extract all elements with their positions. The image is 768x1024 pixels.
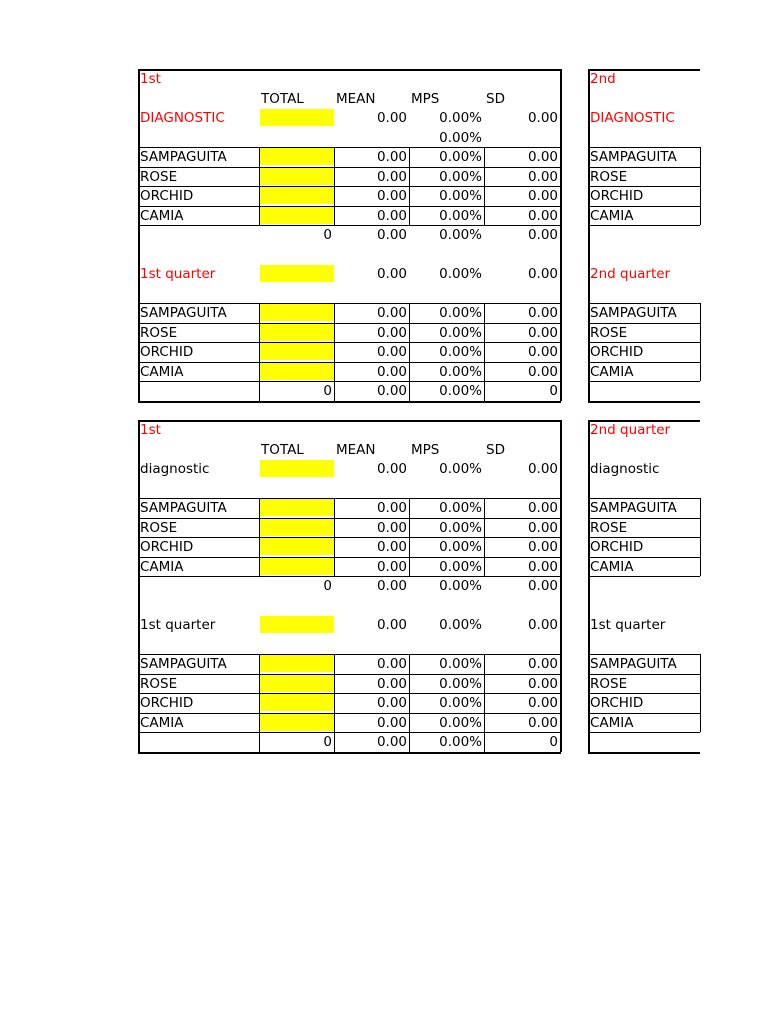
- section-name: CAMIA: [140, 714, 184, 731]
- row-mean: 0.00: [376, 714, 407, 731]
- grid-line: [138, 420, 140, 752]
- total-input-cell[interactable]: [260, 675, 334, 692]
- column-header-total: TOTAL: [261, 90, 304, 107]
- section-name: ORCHID: [590, 539, 644, 555]
- block-header: 1st: [140, 71, 161, 87]
- grid-line: [138, 167, 560, 168]
- grid-line: [700, 147, 701, 225]
- grid-line: [138, 381, 560, 382]
- row-mean: 0.00: [376, 519, 407, 536]
- test-label: DIAGNOSTIC: [590, 110, 675, 126]
- grid-line: [334, 303, 335, 401]
- grid-line: [138, 362, 560, 363]
- grid-line: [138, 69, 140, 401]
- grid-line: [560, 420, 562, 752]
- row-mean: 0.00: [376, 500, 407, 516]
- grid-line: [588, 752, 700, 754]
- row-mean: 0.00: [376, 149, 407, 165]
- section-name: CAMIA: [140, 207, 184, 224]
- section-name: CAMIA: [590, 558, 634, 575]
- row-mps: 0.00%: [439, 558, 482, 575]
- section-name: ORCHID: [590, 695, 644, 711]
- row-sd: 0.00: [527, 539, 558, 555]
- grid-line: [409, 303, 410, 401]
- total-input-cell[interactable]: [260, 148, 334, 165]
- section-name: ORCHID: [140, 344, 194, 360]
- total-input-cell[interactable]: [260, 168, 334, 185]
- grid-line: [484, 303, 485, 401]
- grid-line: [138, 557, 560, 558]
- row-mps: 0.00%: [439, 344, 482, 360]
- section-name: ORCHID: [140, 539, 194, 555]
- row-mps: 0.00%: [439, 539, 482, 555]
- row-sd: 0.00: [527, 188, 558, 204]
- total-input-cell[interactable]: [260, 538, 334, 555]
- row-mean: 0.00: [376, 558, 407, 575]
- test1-mps: 0.00%: [439, 461, 482, 477]
- column-header-mean: MEAN: [336, 90, 376, 107]
- grid-line: [138, 303, 560, 304]
- row-mean: 0.00: [376, 324, 407, 341]
- test-label: 1st quarter: [140, 266, 216, 282]
- grid-line: [700, 498, 701, 576]
- grid-line: [588, 674, 700, 675]
- summary-mps: 0.00%: [439, 578, 482, 594]
- section-name: SAMPAGUITA: [590, 656, 677, 672]
- row-mps: 0.00%: [439, 519, 482, 536]
- section-name: ROSE: [140, 675, 178, 692]
- grid-line: [588, 69, 590, 401]
- test1-mean: 0.00: [376, 110, 407, 126]
- grid-line: [138, 576, 560, 577]
- row-mean: 0.00: [376, 675, 407, 692]
- section-name: ROSE: [140, 519, 178, 536]
- row-mps: 0.00%: [439, 305, 482, 321]
- total-input-cell[interactable]: [260, 363, 334, 380]
- column-header-mean: MEAN: [336, 441, 376, 458]
- row-mps: 0.00%: [439, 149, 482, 165]
- test-label: DIAGNOSTIC: [140, 110, 225, 126]
- grid-line: [409, 654, 410, 752]
- section-name: ROSE: [590, 675, 628, 692]
- total-input-cell[interactable]: [260, 499, 334, 516]
- total-input-cell[interactable]: [260, 343, 334, 360]
- row-mps: 0.00%: [439, 363, 482, 380]
- grid-line: [138, 225, 560, 226]
- test2-mean: 0.00: [376, 266, 407, 282]
- grid-line: [138, 732, 560, 733]
- section-name: SAMPAGUITA: [140, 305, 227, 321]
- row-sd: 0.00: [527, 675, 558, 692]
- section-name: CAMIA: [590, 714, 634, 731]
- section-name: ROSE: [140, 324, 178, 341]
- total-input-cell[interactable]: [260, 109, 334, 126]
- summary-mean: 0.00: [376, 227, 407, 243]
- row-mean: 0.00: [376, 656, 407, 672]
- grid-line: [259, 147, 260, 225]
- section-name: ORCHID: [140, 188, 194, 204]
- grid-line: [588, 342, 700, 343]
- column-header-total: TOTAL: [261, 441, 304, 458]
- row-sd: 0.00: [527, 519, 558, 536]
- total-input-cell[interactable]: [260, 616, 334, 633]
- section-name: CAMIA: [590, 363, 634, 380]
- grid-line: [700, 303, 701, 381]
- grid-line: [588, 654, 700, 655]
- summary-mps: 0.00%: [439, 383, 482, 399]
- column-header-sd: SD: [486, 90, 505, 107]
- test2-sd: 0.00: [527, 266, 558, 282]
- grid-line: [138, 323, 560, 324]
- row-mean: 0.00: [376, 207, 407, 224]
- summary-sd: 0: [549, 383, 558, 399]
- row-sd: 0.00: [527, 363, 558, 380]
- grid-line: [588, 693, 700, 694]
- grid-line: [588, 401, 700, 403]
- grid-line: [588, 323, 700, 324]
- summary-sd: 0.00: [527, 227, 558, 243]
- grid-line: [588, 420, 700, 422]
- test-label: diagnostic: [590, 461, 660, 477]
- row-mean: 0.00: [376, 188, 407, 204]
- section-name: SAMPAGUITA: [590, 305, 677, 321]
- grid-line: [484, 498, 485, 576]
- test-label: 1st quarter: [140, 617, 216, 633]
- summary-total: 0: [323, 227, 332, 243]
- section-name: ORCHID: [140, 695, 194, 711]
- row-mean: 0.00: [376, 363, 407, 380]
- test2-mean: 0.00: [376, 617, 407, 633]
- grid-line: [484, 654, 485, 752]
- grid-line: [588, 186, 700, 187]
- row-mean: 0.00: [376, 695, 407, 711]
- block-header: 2nd: [590, 71, 616, 87]
- test2-sd: 0.00: [527, 617, 558, 633]
- total-input-cell[interactable]: [260, 265, 334, 282]
- test2-mps: 0.00%: [439, 266, 482, 282]
- grid-line: [138, 752, 561, 754]
- row-sd: 0.00: [527, 714, 558, 731]
- row-mps: 0.00%: [439, 714, 482, 731]
- section-name: ROSE: [590, 324, 628, 341]
- grid-line: [409, 498, 410, 576]
- row-sd: 0.00: [527, 149, 558, 165]
- grid-line: [334, 498, 335, 576]
- test-label: 2nd quarter: [590, 266, 671, 282]
- grid-line: [138, 713, 560, 714]
- row-sd: 0.00: [527, 324, 558, 341]
- block-header: 2nd quarter: [590, 422, 671, 438]
- grid-line: [334, 654, 335, 752]
- grid-line: [138, 206, 560, 207]
- grid-line: [484, 147, 485, 225]
- row-mean: 0.00: [376, 168, 407, 185]
- total-input-cell[interactable]: [260, 207, 334, 224]
- column-header-mps: MPS: [411, 90, 440, 107]
- test-label: 1st quarter: [590, 617, 666, 633]
- grid-line: [588, 732, 700, 733]
- grid-line: [700, 654, 701, 732]
- test-label: diagnostic: [140, 461, 210, 477]
- test2-mps: 0.00%: [439, 617, 482, 633]
- section-name: SAMPAGUITA: [590, 500, 677, 516]
- grid-line: [138, 147, 560, 148]
- grid-line: [138, 420, 561, 422]
- row-mps: 0.00%: [439, 188, 482, 204]
- grid-line: [588, 713, 700, 714]
- section-name: CAMIA: [140, 558, 184, 575]
- grid-line: [138, 342, 560, 343]
- grid-line: [588, 225, 700, 226]
- section-name: ROSE: [140, 168, 178, 185]
- grid-line: [138, 401, 561, 403]
- section-name: CAMIA: [590, 207, 634, 224]
- total-input-cell[interactable]: [260, 714, 334, 731]
- row-mps: 0.00%: [439, 168, 482, 185]
- row-mps: 0.00%: [439, 656, 482, 672]
- grid-line: [588, 518, 700, 519]
- grid-line: [588, 420, 590, 752]
- section-name: SAMPAGUITA: [140, 500, 227, 516]
- row-mean: 0.00: [376, 305, 407, 321]
- test1-sd: 0.00: [527, 461, 558, 477]
- test1-mean: 0.00: [376, 461, 407, 477]
- grid-line: [259, 498, 260, 576]
- grid-line: [588, 147, 700, 148]
- row-mps: 0.00%: [439, 500, 482, 516]
- section-name: SAMPAGUITA: [140, 149, 227, 165]
- grid-line: [138, 186, 560, 187]
- grid-line: [588, 576, 700, 577]
- total-input-cell[interactable]: [260, 460, 334, 477]
- summary-total: 0: [323, 383, 332, 399]
- grid-line: [138, 654, 560, 655]
- grid-line: [138, 518, 560, 519]
- grid-line: [588, 498, 700, 499]
- summary-mean: 0.00: [376, 578, 407, 594]
- test1-mps: 0.00%: [439, 110, 482, 126]
- summary-total: 0: [323, 734, 332, 750]
- test1-mps-extra: 0.00%: [439, 129, 482, 146]
- row-sd: 0.00: [527, 695, 558, 711]
- grid-line: [259, 654, 260, 752]
- grid-line: [588, 557, 700, 558]
- grid-line: [588, 303, 700, 304]
- section-name: ORCHID: [590, 188, 644, 204]
- summary-sd: 0: [549, 734, 558, 750]
- total-input-cell[interactable]: [260, 187, 334, 204]
- grid-line: [588, 537, 700, 538]
- grid-line: [138, 69, 561, 71]
- row-mps: 0.00%: [439, 675, 482, 692]
- section-name: ORCHID: [590, 344, 644, 360]
- grid-line: [259, 303, 260, 401]
- total-input-cell[interactable]: [260, 655, 334, 672]
- row-sd: 0.00: [527, 168, 558, 185]
- column-header-mps: MPS: [411, 441, 440, 458]
- grid-line: [138, 693, 560, 694]
- row-mps: 0.00%: [439, 695, 482, 711]
- row-mps: 0.00%: [439, 324, 482, 341]
- total-input-cell[interactable]: [260, 304, 334, 321]
- section-name: SAMPAGUITA: [140, 656, 227, 672]
- section-name: ROSE: [590, 519, 628, 536]
- total-input-cell[interactable]: [260, 694, 334, 711]
- row-sd: 0.00: [527, 656, 558, 672]
- row-mean: 0.00: [376, 539, 407, 555]
- grid-line: [334, 147, 335, 225]
- grid-line: [588, 362, 700, 363]
- summary-sd: 0.00: [527, 578, 558, 594]
- row-sd: 0.00: [527, 558, 558, 575]
- grid-line: [560, 69, 562, 401]
- summary-mps: 0.00%: [439, 227, 482, 243]
- section-name: ROSE: [590, 168, 628, 185]
- grid-line: [138, 498, 560, 499]
- section-name: CAMIA: [140, 363, 184, 380]
- grid-line: [138, 674, 560, 675]
- grid-line: [588, 69, 700, 71]
- section-name: SAMPAGUITA: [590, 149, 677, 165]
- summary-mean: 0.00: [376, 734, 407, 750]
- row-sd: 0.00: [527, 207, 558, 224]
- grid-line: [138, 537, 560, 538]
- row-mean: 0.00: [376, 344, 407, 360]
- summary-total: 0: [323, 578, 332, 594]
- row-sd: 0.00: [527, 500, 558, 516]
- row-sd: 0.00: [527, 344, 558, 360]
- block-header: 1st: [140, 422, 161, 438]
- test1-sd: 0.00: [527, 110, 558, 126]
- row-sd: 0.00: [527, 305, 558, 321]
- total-input-cell[interactable]: [260, 324, 334, 341]
- grid-line: [588, 206, 700, 207]
- grid-line: [588, 167, 700, 168]
- summary-mps: 0.00%: [439, 734, 482, 750]
- total-input-cell[interactable]: [260, 519, 334, 536]
- grid-line: [588, 381, 700, 382]
- total-input-cell[interactable]: [260, 558, 334, 575]
- grid-line: [409, 147, 410, 225]
- column-header-sd: SD: [486, 441, 505, 458]
- summary-mean: 0.00: [376, 383, 407, 399]
- row-mps: 0.00%: [439, 207, 482, 224]
